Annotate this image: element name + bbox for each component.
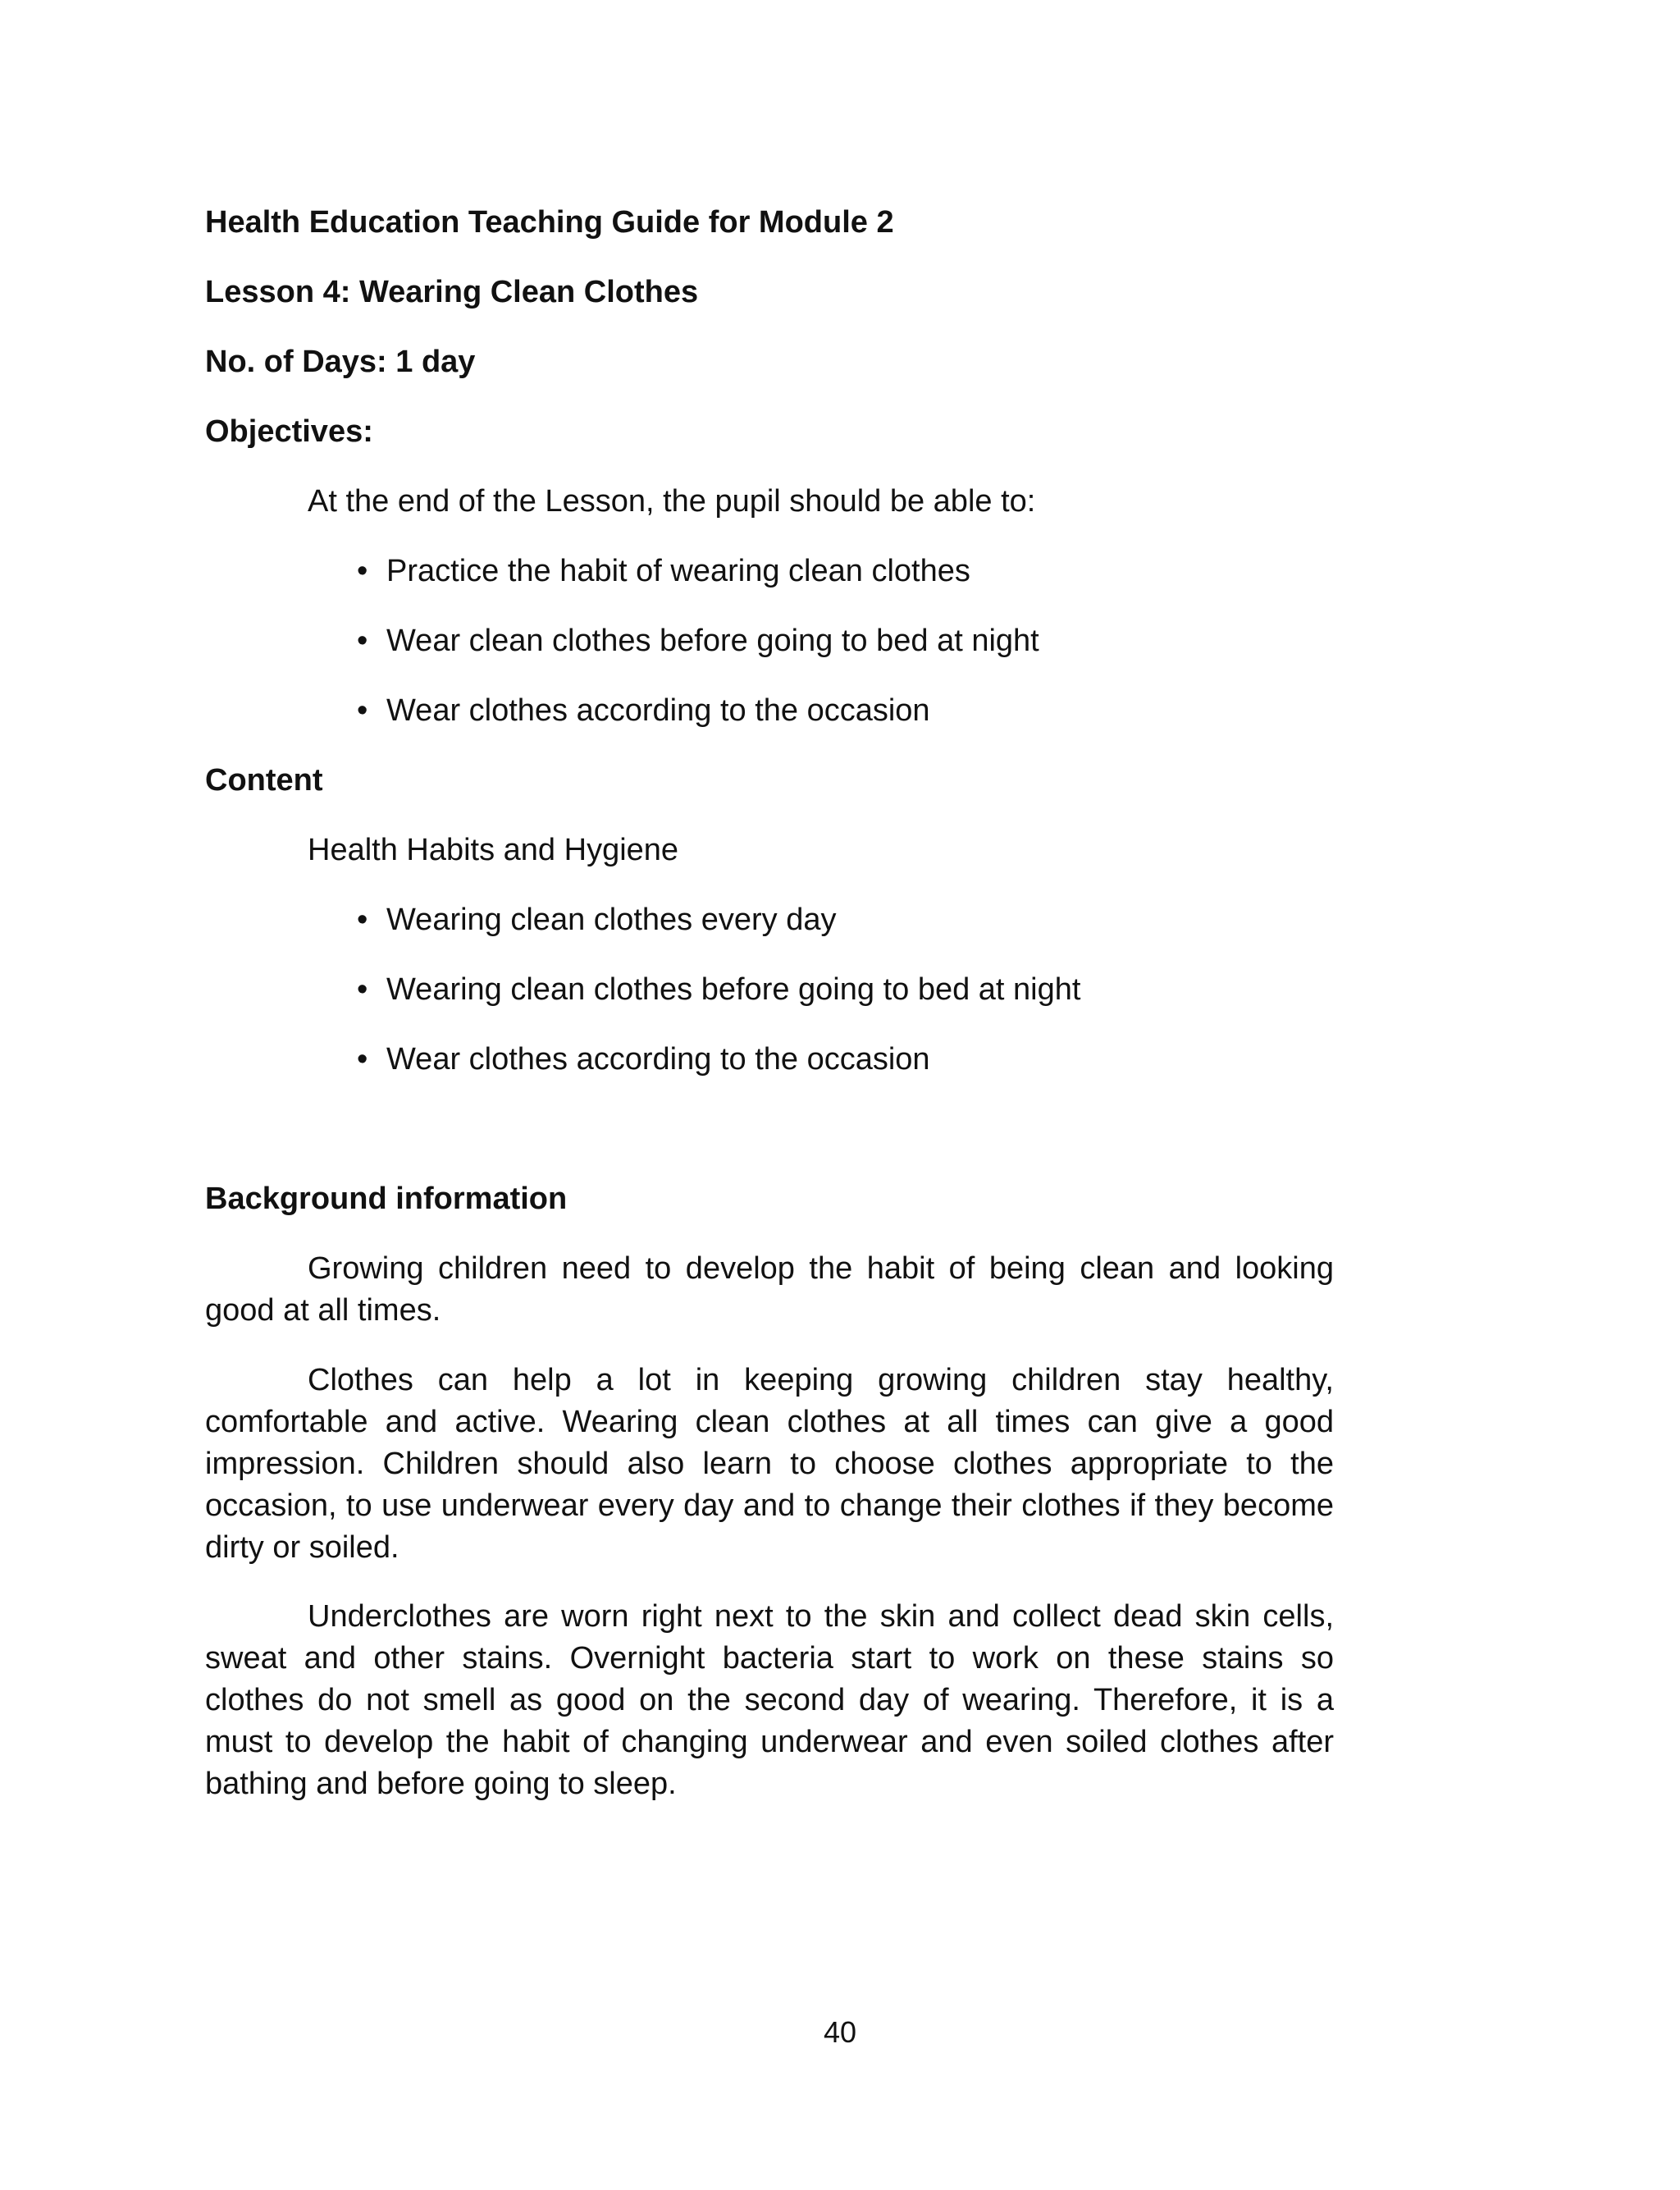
objective-item-text: Wear clean clothes before going to bed at night: [386, 624, 1039, 658]
objective-item: [357, 551, 970, 592]
page-number: 40: [823, 2015, 857, 2049]
objective-item: [357, 690, 930, 732]
content-item: [357, 969, 1080, 1011]
bullet-icon: •: [357, 693, 368, 728]
content-item-text: Wearing clean clothes before going to bed at night: [386, 972, 1081, 1007]
objectives-intro: At the end of the Lesson, the pupil should be able to:: [308, 484, 1036, 519]
bullet-icon: •: [357, 972, 368, 1007]
content-item: [357, 899, 836, 941]
content-item: [357, 1039, 930, 1081]
lesson-title: Lesson 4: Wearing Clean Clothes: [205, 275, 699, 309]
background-paragraph: Growing children need to develop the habit of being clean and looking good at all times.: [205, 1251, 1334, 1328]
bullet-icon: •: [357, 903, 368, 937]
objective-item-text: Practice the habit of wearing clean clothes: [386, 554, 970, 588]
objective-item: [357, 620, 1039, 662]
content-heading: Content: [205, 763, 323, 798]
content-item-text: Wear clothes according to the occasion: [386, 1042, 930, 1077]
objective-item-text: Wear clothes according to the occasion: [386, 693, 930, 728]
bullet-icon: •: [357, 624, 368, 658]
number-of-days: No. of Days: 1 day: [205, 345, 476, 379]
bullet-icon: •: [357, 554, 368, 588]
content-item-text: Wearing clean clothes every day: [386, 903, 837, 937]
document-title: Health Education Teaching Guide for Module 2: [205, 205, 894, 240]
background-paragraph: Clothes can help a lot in keeping growing children stay healthy, comfortable and active. Wearing clean clothes at all times can give a good impression. Children should also learn to choose clothes appropriate to the occasion, to use underwear every day and to change their clothes if they become dirty or soiled.: [205, 1363, 1334, 1565]
background-heading: Background information: [205, 1182, 568, 1216]
background-paragraph: Underclothes are worn right next to the skin and collect dead skin cells, sweat and other stains. Overnight bacteria start to work on these stains so clothes do not smell as good on the second day of wearing. Therefore, it is a must to develop the habit of changing underwear and even soiled clothes after bathing and before going to sleep.: [205, 1599, 1334, 1801]
objectives-heading: Objectives:: [205, 414, 373, 449]
content-intro: Health Habits and Hygiene: [308, 833, 679, 867]
bullet-icon: •: [357, 1042, 368, 1077]
